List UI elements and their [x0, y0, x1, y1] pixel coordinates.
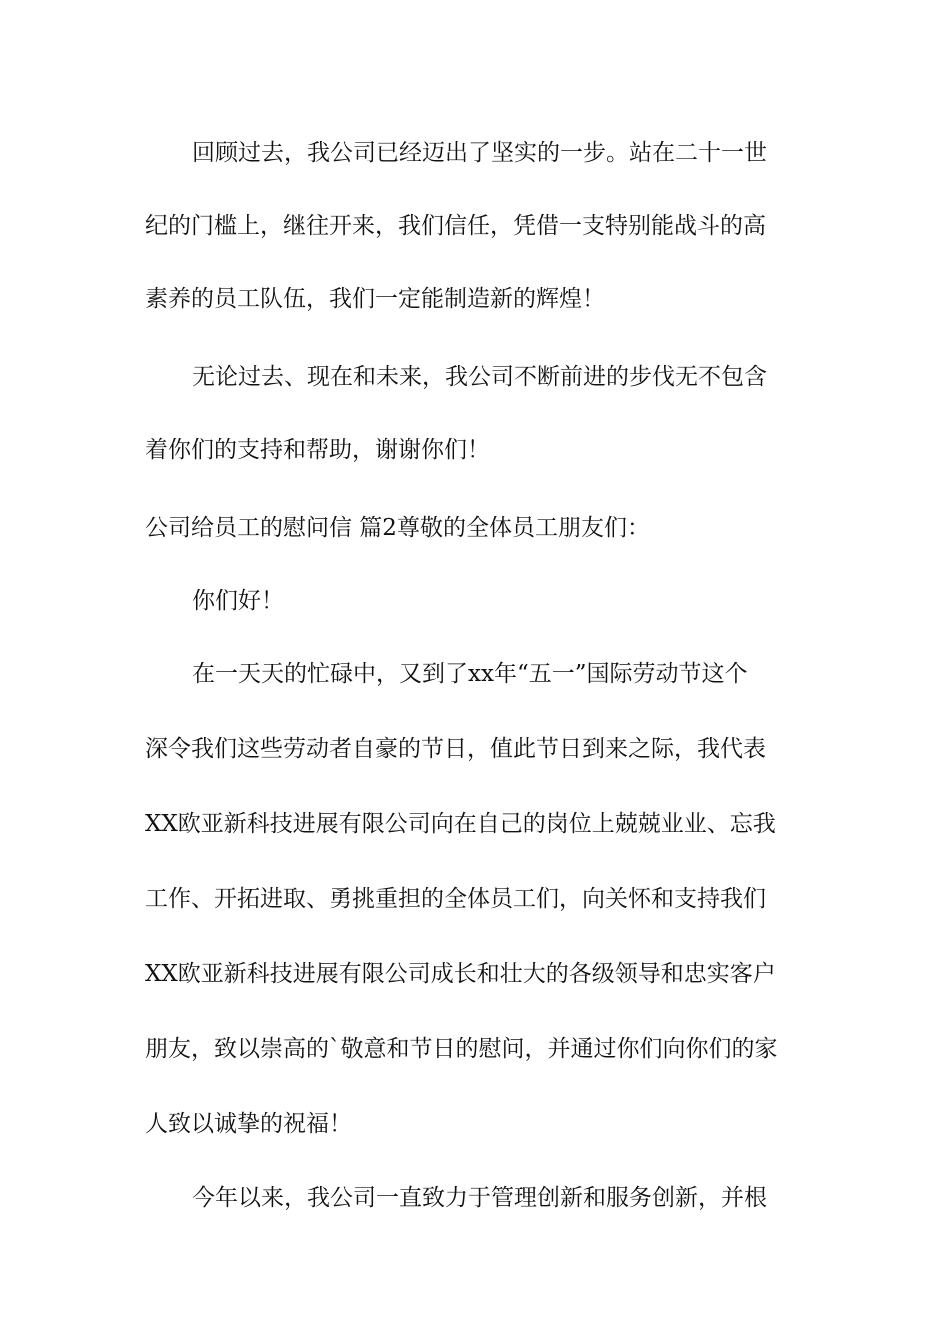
paragraph-line: 纪的门槛上，继往开来，我们信任，凭借一支特别能战斗的高: [145, 213, 766, 239]
paragraph-line: 深令我们这些劳动者自豪的节日，值此节日到来之际，我代表: [145, 736, 766, 762]
paragraph-line: 今年以来，我公司一直致力于管理创新和服务创新，并根: [192, 1185, 767, 1211]
section-heading: 公司给员工的慰问信 篇2尊敬的全体员工朋友们：: [145, 515, 650, 541]
paragraph-line: 着你们的支持和帮助，谢谢你们！: [145, 437, 490, 463]
paragraph-line: 工作、开拓进取、勇挑重担的全体员工们，向关怀和支持我们: [145, 886, 766, 912]
paragraph-line: 无论过去、现在和未来，我公司不断前进的步伐无不包含: [192, 364, 767, 390]
paragraph-line: XX欧亚新科技进展有限公司成长和壮大的各级领导和忠实客户: [145, 961, 776, 987]
greeting-line: 你们好！: [192, 588, 284, 614]
paragraph-line: 人致以诚挚的祝福！: [145, 1111, 352, 1137]
paragraph-line: 朋友，致以崇高的`敬意和节日的慰问，并通过你们向你们的家: [145, 1036, 778, 1062]
paragraph-line: 素养的员工队伍，我们一定能制造新的辉煌！: [145, 286, 605, 312]
paragraph-line: 回顾过去，我公司已经迈出了坚实的一步。站在二十一世: [192, 140, 767, 166]
paragraph-line: XX欧亚新科技进展有限公司向在自己的岗位上兢兢业业、忘我: [145, 811, 776, 837]
paragraph-line: 在一天天的忙碌中，又到了xx年“五一”国际劳动节这个: [192, 661, 748, 687]
